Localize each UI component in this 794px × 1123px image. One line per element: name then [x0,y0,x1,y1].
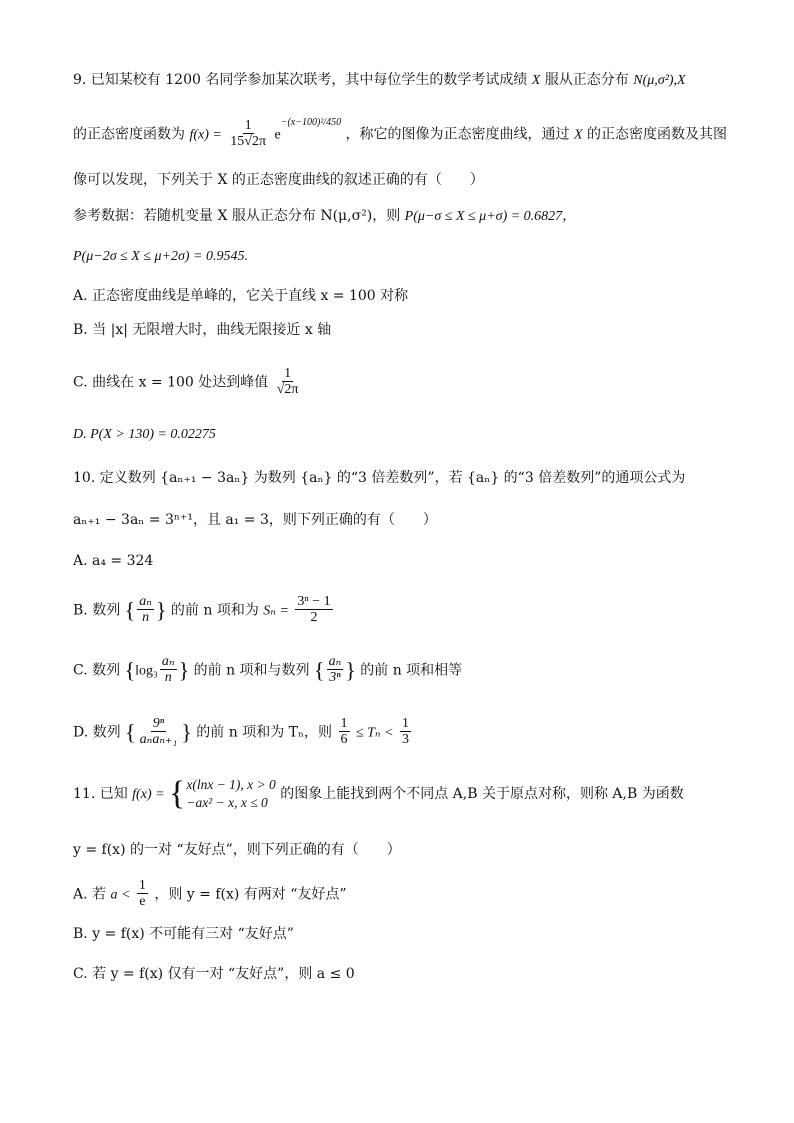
q10-option-d-seq-num: 9ⁿ [152,716,165,731]
q11-fx: f(x) = [132,787,165,803]
q10-option-b-seq-den: n [142,610,150,626]
right-brace: } [181,719,192,745]
right-brace: } [178,657,190,683]
q10-line2: aₙ₊₁ − 3aₙ = 3ⁿ⁺¹，且 a₁ = 3，则下列正确的有（ ） [73,512,437,528]
q11-option-a-text-2: ，则 y = f(x) 有两对 “友好点” [154,886,347,903]
q10-option-a: A. a₄ = 324 [73,553,154,569]
q9-var-x-2: X [574,127,583,143]
q10-option-d-frac2-num: 1 [402,716,409,731]
q9-reference-1 [73,208,576,226]
right-brace: } [155,597,167,623]
q10-option-c-seq2-num: aₙ [328,654,342,669]
q11-option-a [73,878,347,911]
q9-density-num: 1 [244,118,252,133]
q11-stem-text: 11. 已知 [73,786,128,803]
q10-option-c-text: C. 数列 [73,662,121,679]
q11-line1 [73,776,684,812]
q9-option-c [73,366,302,399]
q10-option-c-seq-num: aₙ [161,654,175,669]
q9-option-d [73,426,216,444]
q11-piece-2: −ax² − x, x ≤ 0 [186,795,268,811]
q9-line3: 像可以发现，下列关于 X 的正态密度曲线的叙述正确的有（ ） [73,172,484,188]
q9-stem-text-2: 服从正态分布 [544,72,629,88]
q11-option-a-fraction [137,878,148,911]
q10-option-d-frac1-den: 6 [340,732,348,748]
q10-option-b-seq-num: aₙ [139,594,152,609]
q9-ref-text: 参考数据：若随机变量 X 服从正态分布 N(μ,σ²)，则 [73,208,401,224]
q11-option-c: C. 若 y = f(x) 仅有一对 “友好点”，则 a ≤ 0 [73,966,355,982]
q9-exp-power: −(x−100)²/450 [280,116,342,128]
q9-option-c-text: C. 曲线在 x = 100 处达到峰值 [73,374,269,391]
q10-option-b-sn-fraction [295,594,332,627]
q9-density-text: ，称它的图像为正态密度曲线，通过 [345,126,570,143]
q9-var-x: X [531,73,541,88]
q10-option-c-seq2 [327,654,344,687]
q10-option-c-text-2: 的前 n 项和与数列 [193,662,310,679]
q9-fx: f(x) = [189,127,222,143]
q10-option-d-frac2-den: 3 [402,732,409,748]
q10-option-d-seq-den: aₙaₙ₊₁ [139,732,178,748]
q9-density-fraction [228,118,268,151]
q10-option-c-seq-den: n [164,670,172,686]
q10-option-b [73,594,335,627]
q10-option-b-text-2: 的前 n 项和为 [170,602,259,619]
q10-option-d-frac2 [400,716,411,749]
q10-option-c-log: log₃ [135,663,158,679]
q11-stem-text-2: 的图象上能找到两个不同点 A,B 关于原点对称，则称 A,B 为函数 [280,786,684,803]
q11-option-a-den: e [139,894,146,910]
q11-line2: y = f(x) 的一对 “友好点”，则下列正确的有（ ） [73,842,401,858]
q10-option-b-sn: Sₙ = [263,603,289,619]
q10-option-d-frac1 [339,716,350,749]
q9-option-c-fraction [275,366,301,399]
q11-piecewise [169,776,276,812]
q10-option-b-sn-num: 3ⁿ − 1 [297,594,331,609]
q10-option-c [73,654,462,687]
q9-density-label: 的正态密度函数为 [73,126,185,143]
q11-piece-1: x(lnx − 1), x > 0 [186,777,276,792]
q9-density-text-2: 的正态密度函数及其图 [587,126,728,143]
q10-option-c-seq2-den: 3ⁿ [329,670,341,686]
piecewise-brace: { [169,775,186,813]
q10-option-b-sn-den: 2 [310,610,318,626]
q10-option-b-text: B. 数列 [73,602,121,619]
left-brace: { [125,719,136,745]
q9-option-c-den: √2π [276,382,299,398]
q10-option-d-seq [138,716,180,749]
left-brace: { [124,657,136,683]
q9-option-a: A. 正态密度曲线是单峰的，它关于直线 x = 100 对称 [73,288,409,304]
q9-option-b: B. 当 |x| 无限增大时，曲线无限接近 x 轴 [73,322,332,338]
q9-density-den: 15√2π [230,134,267,150]
q11-option-a-num: 1 [138,878,146,893]
q10-option-b-seq [137,594,154,627]
q9-option-d-text: D. P(X > 130) = 0.02275 [73,427,216,442]
q10-option-d-text: D. 数列 [73,724,121,741]
q11-option-a-text: A. 若 [73,886,107,903]
q9-option-c-num: 1 [284,366,292,381]
q9-line2 [73,118,727,151]
q9-line1 [73,72,686,90]
left-brace: { [314,657,325,683]
q11-option-a-ineq: a < [110,887,131,903]
q10-option-d [73,716,413,749]
q11-option-b: B. y = f(x) 不可能有三对 “友好点” [73,926,294,942]
right-brace: } [345,657,356,683]
q10-option-d-frac1-num: 1 [340,716,348,731]
q9-stem-text: 9. 已知某校有 1200 名同学参加某次联考，其中每位学生的数学考试成绩 [73,72,528,88]
q9-ref-prob-2: P(μ−2σ ≤ X ≤ μ+2σ) = 0.9545. [73,249,248,264]
q10-option-d-ineq: ≤ Tₙ < [355,725,394,741]
q11-pieces [186,776,275,812]
q10-option-d-text-2: 的前 n 项和为 Tₙ，则 [196,724,333,741]
q9-reference-2 [73,248,248,266]
q9-exp-base: e [274,127,281,143]
q10-option-c-seq [160,654,177,687]
q10-line1: 10. 定义数列 {aₙ₊₁ − 3aₙ} 为数列 {aₙ} 的“3 倍差数列”，若 {aₙ} 的“3 倍差数列”的通项公式为 [73,470,686,486]
left-brace: { [124,597,136,623]
q9-ref-prob-1: P(μ−σ ≤ X ≤ μ+σ) = 0.6827， [404,209,577,224]
q9-normal-notation: N(μ,σ²),X [633,73,686,88]
q10-option-c-text-3: 的前 n 项和相等 [360,662,463,679]
